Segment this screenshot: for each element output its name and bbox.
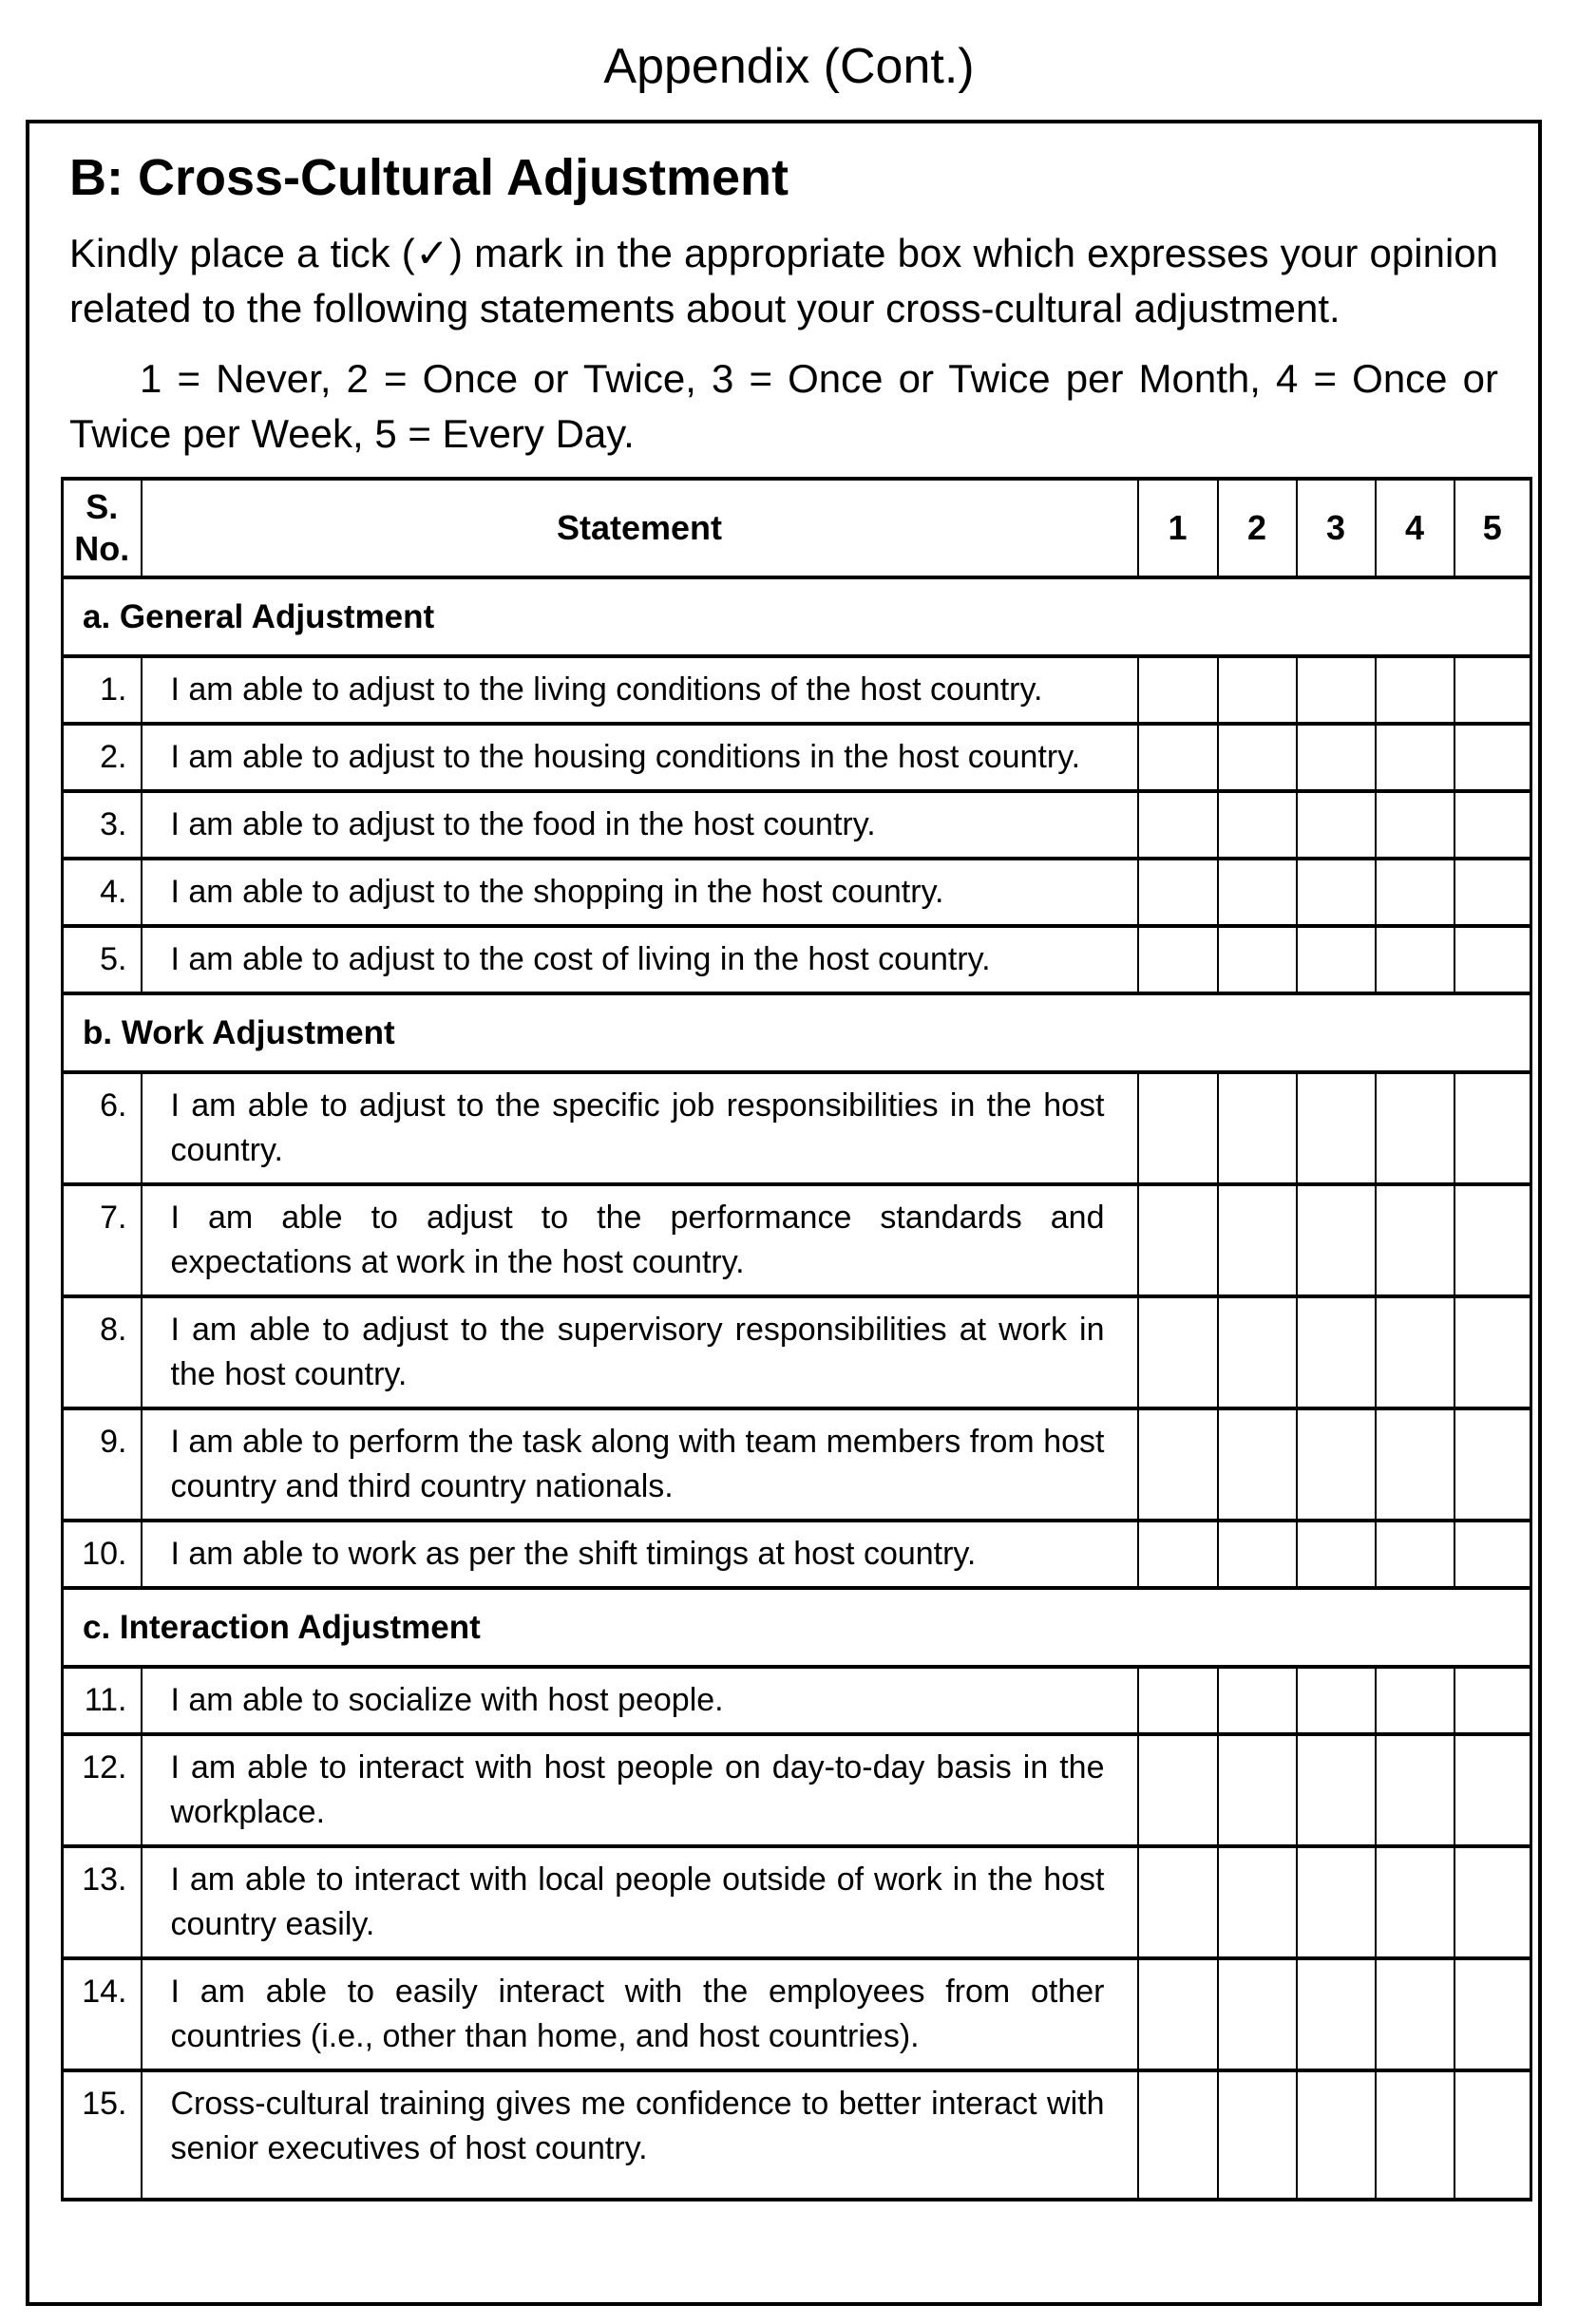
- rating-cell-1[interactable]: [1138, 724, 1218, 791]
- rating-cell-3[interactable]: [1297, 656, 1376, 724]
- statement-row-1: [63, 656, 1531, 724]
- rating-cell-5[interactable]: [1454, 1958, 1531, 2070]
- rating-cell-2[interactable]: [1218, 926, 1297, 993]
- statement-row-7: [63, 1184, 1531, 1296]
- statement-row-3: [63, 791, 1531, 859]
- rating-cell-3[interactable]: [1297, 2070, 1376, 2200]
- statement-row-14: [63, 1958, 1531, 2070]
- rating-cell-3[interactable]: [1297, 1958, 1376, 2070]
- rating-cell-2[interactable]: [1218, 656, 1297, 724]
- statement-text: I am able to adjust to the housing conditions in the host country.: [142, 724, 1138, 791]
- row-number: 2.: [63, 724, 142, 791]
- row-number: 3.: [63, 791, 142, 859]
- rating-cell-4[interactable]: [1376, 1958, 1454, 2070]
- instructions-text-after: ) mark in the appropriate box which expresses your opinion related to the following statements about your cross-cultural adjustment.: [69, 231, 1498, 331]
- rating-cell-1[interactable]: [1138, 1184, 1218, 1296]
- statement-text: I am able to adjust to the specific job responsibilities in the host country.: [142, 1072, 1138, 1184]
- rating-cell-2[interactable]: [1218, 791, 1297, 859]
- rating-cell-2[interactable]: [1218, 1734, 1297, 1846]
- statement-row-12: [63, 1734, 1531, 1846]
- rating-cell-2[interactable]: [1218, 1072, 1297, 1184]
- statement-text: I am able to adjust to the living conditions of the host country.: [142, 656, 1138, 724]
- section-label: c. Interaction Adjustment: [63, 1588, 1531, 1667]
- row-number: 12.: [63, 1734, 142, 1846]
- statement-row-15: [63, 2070, 1531, 2200]
- statement-row-13: [63, 1846, 1531, 1958]
- rating-cell-5[interactable]: [1454, 1408, 1531, 1521]
- col-header-rating-4: 4: [1376, 479, 1454, 577]
- statement-text: I am able to perform the task along with team members from host country and third country nationals.: [142, 1408, 1138, 1521]
- rating-cell-1[interactable]: [1138, 1734, 1218, 1846]
- rating-cell-1[interactable]: [1138, 1072, 1218, 1184]
- statement-text: I am able to adjust to the shopping in the host country.: [142, 859, 1138, 926]
- row-number: 1.: [63, 656, 142, 724]
- statement-text: I am able to adjust to the performance standards and expectations at work in the host country.: [142, 1184, 1138, 1296]
- rating-cell-1[interactable]: [1138, 1958, 1218, 2070]
- rating-cell-4[interactable]: [1376, 859, 1454, 926]
- rating-cell-1[interactable]: [1138, 791, 1218, 859]
- rating-cell-2[interactable]: [1218, 2070, 1297, 2200]
- rating-cell-4[interactable]: [1376, 1667, 1454, 1734]
- rating-cell-3[interactable]: [1297, 926, 1376, 993]
- rating-cell-1[interactable]: [1138, 1296, 1218, 1408]
- rating-cell-5[interactable]: [1454, 859, 1531, 926]
- col-header-rating-5: 5: [1454, 479, 1531, 577]
- rating-cell-2[interactable]: [1218, 1184, 1297, 1296]
- row-number: 10.: [63, 1521, 142, 1588]
- table-header-row: [63, 479, 1531, 577]
- rating-cell-2[interactable]: [1218, 1521, 1297, 1588]
- rating-cell-3[interactable]: [1297, 859, 1376, 926]
- rating-cell-1[interactable]: [1138, 1667, 1218, 1734]
- rating-cell-4[interactable]: [1376, 1521, 1454, 1588]
- rating-cell-3[interactable]: [1297, 1072, 1376, 1184]
- rating-cell-2[interactable]: [1218, 1667, 1297, 1734]
- col-header-rating-1: 1: [1138, 479, 1218, 577]
- rating-cell-5[interactable]: [1454, 656, 1531, 724]
- section-heading: B: Cross-Cultural Adjustment: [69, 149, 789, 206]
- row-number: 4.: [63, 859, 142, 926]
- statement-row-4: [63, 859, 1531, 926]
- rating-cell-5[interactable]: [1454, 1296, 1531, 1408]
- rating-cell-5[interactable]: [1454, 1734, 1531, 1846]
- statement-row-11: [63, 1667, 1531, 1734]
- rating-cell-5[interactable]: [1454, 1072, 1531, 1184]
- rating-cell-4[interactable]: [1376, 926, 1454, 993]
- rating-cell-2[interactable]: [1218, 1408, 1297, 1521]
- instructions-paragraph: [69, 226, 1498, 336]
- rating-cell-2[interactable]: [1218, 1846, 1297, 1958]
- row-number: 5.: [63, 926, 142, 993]
- rating-cell-5[interactable]: [1454, 1667, 1531, 1734]
- row-number: 15.: [63, 2070, 142, 2200]
- rating-cell-4[interactable]: [1376, 1072, 1454, 1184]
- row-number: 14.: [63, 1958, 142, 2070]
- statement-row-8: [63, 1296, 1531, 1408]
- rating-cell-3[interactable]: [1297, 1408, 1376, 1521]
- row-number: 13.: [63, 1846, 142, 1958]
- rating-cell-2[interactable]: [1218, 1958, 1297, 2070]
- rating-cell-2[interactable]: [1218, 859, 1297, 926]
- statement-text: I am able to adjust to the food in the host country.: [142, 791, 1138, 859]
- rating-cell-2[interactable]: [1218, 1296, 1297, 1408]
- statement-row-9: [63, 1408, 1531, 1521]
- rating-cell-5[interactable]: [1454, 1521, 1531, 1588]
- statement-text: I am able to easily interact with the employees from other countries (i.e., other than home, and host countries).: [142, 1958, 1138, 2070]
- rating-cell-2[interactable]: [1218, 724, 1297, 791]
- questionnaire-box: [26, 120, 1542, 2306]
- rating-cell-4[interactable]: [1376, 724, 1454, 791]
- col-header-statement: Statement: [142, 479, 1138, 577]
- statement-text: I am able to interact with host people on day-to-day basis in the workplace.: [142, 1734, 1138, 1846]
- section-label: b. Work Adjustment: [63, 993, 1531, 1072]
- statement-text: I am able to work as per the shift timings at host country.: [142, 1521, 1138, 1588]
- rating-cell-1[interactable]: [1138, 2070, 1218, 2200]
- rating-cell-1[interactable]: [1138, 656, 1218, 724]
- adjustment-rating-table: [61, 477, 1532, 2201]
- rating-cell-4[interactable]: [1376, 656, 1454, 724]
- statement-text: I am able to interact with local people outside of work in the host country easily.: [142, 1846, 1138, 1958]
- rating-cell-3[interactable]: [1297, 1296, 1376, 1408]
- rating-cell-3[interactable]: [1297, 1734, 1376, 1846]
- rating-cell-4[interactable]: [1376, 1184, 1454, 1296]
- rating-cell-1[interactable]: [1138, 1521, 1218, 1588]
- rating-cell-1[interactable]: [1138, 859, 1218, 926]
- rating-cell-3[interactable]: [1297, 791, 1376, 859]
- rating-cell-5[interactable]: [1454, 791, 1531, 859]
- col-header-rating-2: 2: [1218, 479, 1297, 577]
- rating-cell-3[interactable]: [1297, 1667, 1376, 1734]
- rating-cell-1[interactable]: [1138, 1408, 1218, 1521]
- rating-cell-5[interactable]: [1454, 2070, 1531, 2200]
- row-number: 9.: [63, 1408, 142, 1521]
- instructions-text-before: Kindly place a tick (: [69, 231, 415, 275]
- section-row-work: [63, 993, 1531, 1072]
- rating-cell-3[interactable]: [1297, 724, 1376, 791]
- rating-cell-5[interactable]: [1454, 1846, 1531, 1958]
- rating-scale-note: 1 = Never, 2 = Once or Twice, 3 = Once or Twice per Month, 4 = Once or Twice per Week, 5 = Every Day.: [69, 356, 1498, 456]
- section-row-interaction: [63, 1588, 1531, 1667]
- rating-cell-3[interactable]: [1297, 1521, 1376, 1588]
- rating-cell-4[interactable]: [1376, 1846, 1454, 1958]
- rating-cell-4[interactable]: [1376, 791, 1454, 859]
- statement-text: I am able to adjust to the supervisory responsibilities at work in the host country.: [142, 1296, 1138, 1408]
- col-header-sno: S. No.: [63, 479, 142, 577]
- statement-text: Cross-cultural training gives me confidence to better interact with senior executives of host country.: [142, 2070, 1138, 2200]
- statement-row-2: [63, 724, 1531, 791]
- statement-text: I am able to adjust to the cost of living in the host country.: [142, 926, 1138, 993]
- page-title: Appendix (Cont.): [603, 39, 975, 94]
- row-number: 7.: [63, 1184, 142, 1296]
- rating-cell-4[interactable]: [1376, 1296, 1454, 1408]
- row-number: 8.: [63, 1296, 142, 1408]
- statement-row-6: [63, 1072, 1531, 1184]
- rating-cell-1[interactable]: [1138, 1846, 1218, 1958]
- rating-cell-1[interactable]: [1138, 926, 1218, 993]
- statement-row-5: [63, 926, 1531, 993]
- rating-cell-4[interactable]: [1376, 1408, 1454, 1521]
- section-row-general: [63, 577, 1531, 656]
- statement-row-10: [63, 1521, 1531, 1588]
- row-number: 11.: [63, 1667, 142, 1734]
- col-header-rating-3: 3: [1297, 479, 1376, 577]
- rating-cell-5[interactable]: [1454, 1184, 1531, 1296]
- row-number: 6.: [63, 1072, 142, 1184]
- rating-cell-3[interactable]: [1297, 1184, 1376, 1296]
- rating-cell-3[interactable]: [1297, 1846, 1376, 1958]
- section-label: a. General Adjustment: [63, 577, 1531, 656]
- tick-mark-icon: ✓: [414, 230, 449, 276]
- rating-cell-4[interactable]: [1376, 2070, 1454, 2200]
- statement-text: I am able to socialize with host people.: [142, 1667, 1138, 1734]
- rating-cell-4[interactable]: [1376, 1734, 1454, 1846]
- rating-cell-5[interactable]: [1454, 926, 1531, 993]
- rating-cell-5[interactable]: [1454, 724, 1531, 791]
